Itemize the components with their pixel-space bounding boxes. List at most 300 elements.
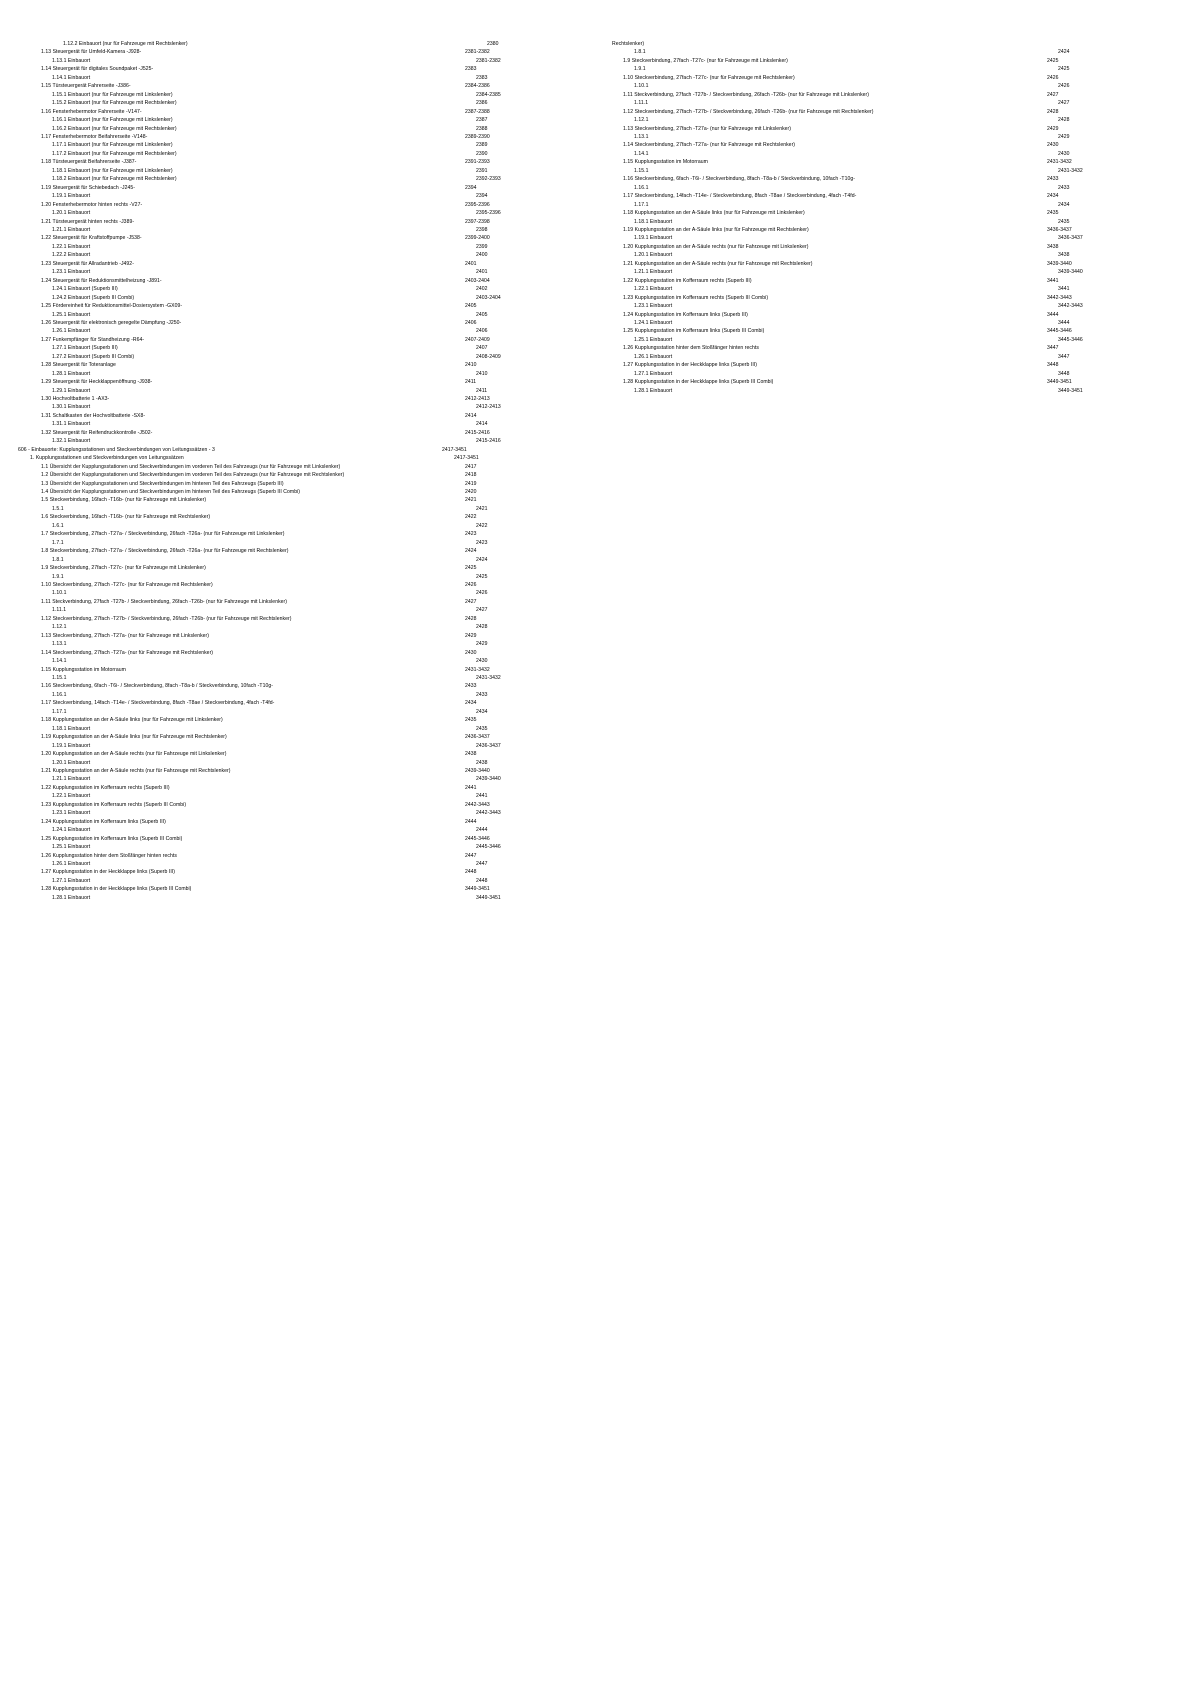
toc-entry[interactable] [600, 201, 1160, 209]
toc-entry[interactable] [18, 167, 578, 175]
toc-entry-page: 2400 [476, 252, 488, 259]
toc-entry[interactable] [18, 361, 578, 369]
toc-entry-title: 1.27.1 Einbauort [634, 370, 673, 377]
toc-entry[interactable] [600, 108, 1160, 116]
toc-entry[interactable] [18, 243, 578, 251]
toc-entry-title: 1.24.2 Einbauort (Superb III Combi) [52, 294, 135, 301]
toc-entry-title: 1.4 Übersicht der Kupplungsstationen und Steckverbindungen im hinteren Teil des Fahrzeugs (Superb III Combi) [41, 489, 301, 496]
toc-entry-title: 1.15 Kupplungsstation im Motorraum [623, 159, 708, 166]
toc-entry[interactable] [18, 598, 578, 606]
toc-entry-page: 2433 [476, 691, 488, 698]
toc-entry[interactable] [18, 108, 578, 116]
toc-entry-title: 1.7 Steckverbindung, 27fach -T27a- / Steckverbindung, 26fach -T26a- (nur für Fahrzeuge mit Linkslenker) [41, 531, 285, 538]
toc-entry-page: 2387-2388 [465, 108, 490, 115]
toc-entry[interactable] [18, 91, 578, 99]
toc-entry-page: 2427 [1047, 91, 1059, 98]
toc-entry[interactable] [18, 184, 578, 192]
toc-entry-page: 2444 [465, 818, 477, 825]
toc-entry[interactable] [18, 480, 578, 488]
toc-entry-title: 1.28.1 Einbauort [634, 387, 673, 394]
toc-entry-title: 1.10.1 [634, 83, 649, 90]
toc-entry[interactable] [18, 691, 578, 699]
toc-entry[interactable] [18, 420, 578, 428]
toc-entry[interactable] [18, 463, 578, 471]
toc-entry-title: 1.28.1 Einbauort [52, 894, 91, 901]
toc-entry-title: 1.24.1 Einbauort [634, 319, 673, 326]
toc-entry[interactable] [18, 429, 578, 437]
toc-entry-page: 2411 [465, 379, 477, 386]
toc-entry-page: 2428 [476, 624, 488, 631]
toc-entry-page: 2430 [1058, 150, 1070, 157]
toc-entry-title: 1.21 Kupplungsstation an der A-Säule rechts (nur für Fahrzeuge mit Rechtslenker) [41, 767, 231, 774]
toc-entry[interactable] [18, 860, 578, 868]
toc-entry-page: 2399-2400 [465, 235, 490, 242]
toc-entry-page: 2438 [465, 751, 477, 758]
toc-entry[interactable] [18, 488, 578, 496]
toc-entry[interactable] [600, 192, 1160, 200]
toc-entry-page: 2422 [465, 514, 477, 521]
toc-entry-title: 1.20 Kupplungsstation an der A-Säule rechts (nur für Fahrzeuge mit Linkslenker) [623, 243, 809, 250]
toc-entry-title: 1.17 Fensterhebermotor Beifahrerseite -V148- [41, 133, 148, 140]
toc-entry-page: 3449-3451 [476, 894, 501, 901]
toc-entry-title: 1.10 Steckverbindung, 27fach -T27c- (nur für Fahrzeuge mit Rechtslenker) [623, 74, 795, 81]
toc-entry-title: 1.26 Steuergerät für elektronisch geregelte Dämpfung -J250- [41, 319, 182, 326]
toc-entry-title: 1.14.1 [52, 658, 67, 665]
toc-entry[interactable] [18, 877, 578, 885]
toc-entry-title: 1.19 Kupplungsstation an der A-Säule links (nur für Fahrzeuge mit Rechtslenker) [41, 734, 227, 741]
toc-entry-title: 1.11 Steckverbindung, 27fach -T27b- / Steckverbindung, 26fach -T26b- (nur für Fahrzeuge mit Linkslenker) [623, 91, 870, 98]
toc-entry-title: 1.16 Fensterhebermotor Fahrerseite -V147- [41, 108, 142, 115]
toc-entry[interactable] [18, 682, 578, 690]
toc-entry[interactable] [18, 632, 578, 640]
toc-entry-title: 1.9 Steckverbindung, 27fach -T27c- (nur für Fahrzeuge mit Linkslenker) [623, 57, 788, 64]
toc-entry-title: 1.15.1 [52, 674, 67, 681]
toc-entry-page: 2419 [465, 480, 477, 487]
toc-entry-page: 2406 [465, 319, 477, 326]
toc-entry[interactable] [18, 158, 578, 166]
toc-entry[interactable] [18, 319, 578, 327]
toc-entry[interactable] [600, 116, 1160, 124]
toc-entry[interactable] [18, 454, 578, 462]
toc-entry[interactable] [18, 201, 578, 209]
toc-entry[interactable] [18, 708, 578, 716]
toc-entry-title: 1.16.1 [634, 184, 649, 191]
toc-entry-title: 1.13 Steckverbindung, 27fach -T27a- (nur für Fahrzeuge mit Linkslenker) [623, 125, 792, 132]
toc-entry-title: 1.21 Kupplungsstation an der A-Säule rechts (nur für Fahrzeuge mit Rechtslenker) [623, 260, 813, 267]
toc-entry-page: 2439-3440 [476, 776, 501, 783]
toc-entry-title: 1.6 Steckverbindung, 16fach -T16b- (nur für Fahrzeuge mit Rechtslenker) [41, 514, 211, 521]
toc-entry-title: 1.13 Steckverbindung, 27fach -T27a- (nur für Fahrzeuge mit Linkslenker) [41, 632, 210, 639]
toc-entry[interactable] [18, 699, 578, 707]
toc-entry-title: 1.14.1 Einbauort [52, 74, 91, 81]
toc-entry[interactable] [18, 792, 578, 800]
toc-entry[interactable] [600, 57, 1160, 65]
toc-entry-page: 2389-2390 [465, 133, 490, 140]
toc-entry-page: 3445-3446 [1058, 336, 1083, 343]
toc-entry-title: 1.22.1 Einbauort [52, 243, 91, 250]
toc-entry[interactable] [18, 725, 578, 733]
toc-entry-page: 2425 [476, 573, 488, 580]
toc-entry-title: 1.19.1 Einbauort [52, 193, 91, 200]
toc-entry[interactable] [18, 589, 578, 597]
toc-entry-page: 2401 [476, 269, 488, 276]
toc-entry-title: 1.17.1 [52, 708, 67, 715]
toc-entry-page: 2412-2413 [476, 404, 501, 411]
toc-entry-page: 2425 [1058, 66, 1070, 73]
toc-entry[interactable] [18, 539, 578, 547]
toc-entry[interactable] [18, 437, 578, 445]
toc-entry[interactable] [600, 378, 1160, 386]
toc-entry[interactable] [18, 218, 578, 226]
toc-entry-title: 1.14.1 [634, 150, 649, 157]
toc-entry[interactable] [600, 243, 1160, 251]
toc-entry[interactable] [600, 226, 1160, 234]
toc-entry[interactable] [18, 733, 578, 741]
toc-entry[interactable] [18, 99, 578, 107]
toc-entry-page: 2424 [465, 548, 477, 555]
toc-entry[interactable] [600, 302, 1160, 310]
toc-entry-page: 2430 [1047, 142, 1059, 149]
toc-entry-title: 1.27 Kupplungsstation in der Heckklappe links (Superb III) [623, 362, 757, 369]
toc-entry[interactable] [18, 141, 578, 149]
toc-entry[interactable] [18, 150, 578, 158]
toc-entry-title: 1.22.1 Einbauort [52, 793, 91, 800]
toc-entry-title: 1.18 Kupplungsstation an der A-Säule links (nur für Fahrzeuge mit Linkslenker) [623, 210, 805, 217]
toc-entry[interactable] [600, 285, 1160, 293]
toc-entry[interactable] [600, 311, 1160, 319]
toc-entry-page: 2447 [476, 860, 488, 867]
toc-entry[interactable] [18, 775, 578, 783]
toc-entry-page: 2381-2382 [465, 49, 490, 56]
toc-entry-page: 3444 [1058, 319, 1070, 326]
toc-entry-page: 2411 [476, 387, 488, 394]
toc-entry[interactable] [18, 311, 578, 319]
toc-entry[interactable] [600, 260, 1160, 268]
toc-entry[interactable] [18, 640, 578, 648]
toc-entry[interactable] [600, 268, 1160, 276]
toc-entry-page: 2447 [465, 852, 477, 859]
toc-entry[interactable] [18, 556, 578, 564]
toc-entry-page: 2387 [476, 117, 488, 124]
toc-entry-title: 1.23 Kupplungsstation im Kofferraum rechts (Superb III Combi) [623, 294, 769, 301]
toc-entry[interactable] [600, 125, 1160, 133]
toc-entry-title: 1.26.1 Einbauort [634, 353, 673, 360]
toc-entry-title: 1.11.1 [634, 100, 649, 107]
toc-entry[interactable] [18, 513, 578, 521]
toc-entry[interactable] [18, 750, 578, 758]
toc-entry-page: 2426 [465, 582, 477, 588]
toc-entry[interactable] [600, 361, 1160, 369]
toc-entry-page: 2422 [476, 522, 488, 529]
toc-entry-page: 2412-2413 [465, 396, 490, 403]
toc-entry-page: 2410 [476, 370, 488, 377]
toc-entry-page: 2429 [1058, 133, 1070, 140]
toc-entry[interactable] [18, 742, 578, 750]
toc-entry[interactable] [18, 649, 578, 657]
toc-entry-page: 2391 [476, 167, 488, 174]
toc-entry[interactable] [600, 218, 1160, 226]
toc-entry[interactable] [600, 65, 1160, 73]
toc-entry-title: 1.21 Türsteuergerät hinten rechts -J389- [41, 218, 135, 225]
toc-entry[interactable] [18, 251, 578, 259]
toc-entry-title: 1.9 Steckverbindung, 27fach -T27c- (nur für Fahrzeuge mit Linkslenker) [41, 565, 206, 572]
toc-entry[interactable] [18, 894, 578, 902]
toc-entry-title: 1.25.1 Einbauort [52, 311, 91, 318]
toc-entry-title: 1.13.1 [52, 641, 67, 648]
toc-entry-page: 3438 [1047, 243, 1059, 250]
toc-entry-page: 3448 [1047, 362, 1059, 369]
toc-entry-page: 2448 [476, 877, 488, 884]
toc-entry[interactable] [18, 82, 578, 90]
toc-entry[interactable] [18, 615, 578, 623]
toc-entry[interactable] [18, 412, 578, 420]
toc-entry-page: 2439-3440 [465, 767, 490, 774]
toc-entry-page: 2410 [465, 362, 477, 369]
toc-entry[interactable] [18, 784, 578, 792]
toc-entry[interactable] [18, 395, 578, 403]
toc-entry-page: 2436-3437 [476, 742, 501, 749]
toc-entry[interactable] [600, 209, 1160, 217]
toc-entry[interactable] [600, 133, 1160, 141]
toc-entry[interactable] [18, 471, 578, 479]
toc-entry-title: 1.10 Steckverbindung, 27fach -T27c- (nur für Fahrzeuge mit Rechtslenker) [41, 582, 213, 588]
toc-entry[interactable] [600, 74, 1160, 82]
toc-entry-title: 1.17 Steckverbindung, 14fach -T14e- / Steckverbindung, 8fach -T8ae / Steckverbindung, 4fach -T4fd- [623, 193, 857, 200]
toc-entry-title: 1.15.1 Einbauort (nur für Fahrzeuge mit Linkslenker) [52, 91, 173, 98]
toc-entry[interactable] [600, 319, 1160, 327]
toc-entry[interactable] [18, 573, 578, 581]
toc-entry-page: 3444 [1047, 311, 1059, 318]
toc-entry[interactable] [18, 759, 578, 767]
toc-entry-page: 3436-3437 [1058, 235, 1083, 242]
toc-entry-title: 1.13 Steuergerät für Umfeld-Kamera -J928- [41, 49, 142, 56]
toc-entry[interactable] [18, 581, 578, 589]
toc-entry[interactable] [18, 192, 578, 200]
toc-entry-page: 2438 [476, 759, 488, 766]
toc-entry-title: 1.27.2 Einbauort (Superb III Combi) [52, 353, 135, 360]
toc-entry-page: 2417-3451 [454, 455, 479, 462]
toc-entry-title: 1.16.1 [52, 691, 67, 698]
toc-entry[interactable] [18, 885, 578, 893]
toc-entry[interactable] [600, 99, 1160, 107]
toc-entry[interactable] [600, 141, 1160, 149]
toc-entry-title: 1.22.2 Einbauort [52, 252, 91, 259]
toc-entry-page: 2442-3443 [465, 801, 490, 808]
toc-entry[interactable] [18, 530, 578, 538]
toc-entry[interactable] [18, 674, 578, 682]
toc-entry-page: 3439-3440 [1047, 260, 1072, 267]
toc-entry-title: 1.27 Kupplungsstation in der Heckklappe links (Superb III) [41, 869, 175, 876]
toc-entry-title: 1.26.1 Einbauort [52, 860, 91, 867]
toc-entry-page: 3448 [1058, 370, 1070, 377]
toc-entry-page: 2415-2416 [465, 429, 490, 436]
toc-entry[interactable] [18, 666, 578, 674]
toc-entry[interactable] [18, 40, 578, 48]
toc-entry[interactable] [600, 251, 1160, 259]
toc-entry[interactable] [18, 234, 578, 242]
toc-entry[interactable] [18, 268, 578, 276]
toc-entry[interactable] [18, 843, 578, 851]
toc-entry-title: 606 - Einbauorte: Kupplungsstationen und Steckverbindungen von Leitungssätzen - 3 [18, 446, 215, 453]
toc-entry-title: 1.30 Hochvoltbatterie 1 -AX3- [41, 396, 110, 403]
toc-entry-page: 3449-3451 [465, 886, 490, 893]
toc-entry-page: 2427 [1058, 100, 1070, 107]
toc-entry-page: 2435 [476, 725, 488, 732]
toc-entry-page: 2390 [476, 150, 488, 157]
toc-entry-title: 1.23.1 Einbauort [52, 269, 91, 276]
toc-entry[interactable] [18, 767, 578, 775]
toc-entry[interactable] [18, 496, 578, 504]
toc-entry[interactable] [600, 387, 1160, 395]
toc-entry[interactable] [18, 260, 578, 268]
toc-entry-page: 2448 [465, 869, 477, 876]
toc-entry-page: 2403-2404 [476, 294, 501, 301]
toc-columns [0, 40, 1190, 902]
toc-entry[interactable] [18, 564, 578, 572]
toc-entry-page: 2433 [465, 683, 477, 690]
toc-entry-page: 2435 [1047, 210, 1059, 217]
toc-entry-title: 1.28 Kupplungsstation in der Heckklappe links (Superb III Combi) [41, 886, 192, 893]
toc-entry[interactable] [18, 353, 578, 361]
toc-entry[interactable] [600, 277, 1160, 285]
toc-entry-page: 2428 [1058, 117, 1070, 124]
toc-entry-title: 1.9.1 [52, 573, 64, 580]
toc-entry-page: 2433 [1047, 176, 1059, 183]
toc-entry-title: 1.25 Kupplungsstation im Kofferraum links (Superb III Combi) [623, 328, 765, 335]
toc-entry[interactable] [18, 209, 578, 217]
toc-entry[interactable] [600, 327, 1160, 335]
toc-entry[interactable] [600, 353, 1160, 361]
toc-entry-title: 1.7.1 [52, 539, 64, 546]
toc-entry[interactable] [18, 48, 578, 56]
toc-entry-title: 1.5.1 [52, 505, 64, 512]
toc-entry[interactable] [18, 277, 578, 285]
toc-entry[interactable] [18, 801, 578, 809]
toc-entry-title: 1.2 Übersicht der Kupplungsstationen und Steckverbindungen im vorderen Teil des Fahrzeugs (nur für Fahrzeuge mit Rechtslenker) [41, 472, 345, 479]
toc-entry[interactable] [18, 327, 578, 335]
toc-entry-page: 3447 [1058, 353, 1070, 360]
toc-entry[interactable] [18, 387, 578, 395]
toc-entry-page: 2427 [465, 598, 477, 605]
toc-entry[interactable] [18, 344, 578, 352]
toc-entry-page: 2414 [465, 412, 477, 419]
toc-entry[interactable] [600, 294, 1160, 302]
toc-entry[interactable] [600, 158, 1160, 166]
toc-entry-page: 3441 [1047, 277, 1059, 284]
toc-entry[interactable] [18, 826, 578, 834]
toc-entry[interactable] [18, 65, 578, 73]
toc-entry-page: 2435 [465, 717, 477, 724]
toc-entry[interactable] [18, 294, 578, 302]
toc-entry[interactable] [600, 91, 1160, 99]
toc-entry-title: 1.9.1 [634, 66, 646, 73]
toc-entry[interactable] [18, 606, 578, 614]
toc-entry[interactable] [600, 82, 1160, 90]
toc-entry-page: 2407 [476, 345, 488, 352]
toc-entry[interactable] [18, 716, 578, 724]
toc-entry[interactable] [18, 175, 578, 183]
toc-entry[interactable] [18, 74, 578, 82]
toc-entry-title: 1.25 Kupplungsstation im Kofferraum links (Superb III Combi) [41, 835, 183, 842]
toc-entry[interactable] [600, 370, 1160, 378]
toc-entry[interactable] [18, 336, 578, 344]
toc-entry[interactable] [18, 623, 578, 631]
toc-entry-title: 1.32.1 Einbauort [52, 438, 91, 445]
toc-entry-page: 2425 [1047, 57, 1059, 64]
toc-entry-title: 1.8 Steckverbindung, 27fach -T27a- / Steckverbindung, 26fach -T26a- (nur für Fahrzeuge mit Rechtslenker) [41, 548, 289, 555]
toc-entry-page: 2431-3432 [476, 674, 501, 681]
toc-entry[interactable] [600, 175, 1160, 183]
toc-entry-title: 1.18.1 Einbauort [634, 218, 673, 225]
toc-entry[interactable] [18, 133, 578, 141]
toc-entry[interactable] [18, 116, 578, 124]
toc-entry[interactable] [18, 657, 578, 665]
toc-entry[interactable] [18, 57, 578, 65]
toc-entry-title: 1.12.1 [634, 117, 649, 124]
toc-entry-page: 2434 [1058, 201, 1070, 208]
toc-entry[interactable] [18, 302, 578, 310]
toc-entry-title: 1.24.1 Einbauort (Superb III) [52, 286, 118, 293]
toc-entry-title: 1.17.1 [634, 201, 649, 208]
toc-entry[interactable] [18, 446, 578, 454]
toc-entry[interactable] [600, 336, 1160, 344]
toc-entry[interactable] [18, 285, 578, 293]
toc-entry[interactable] [18, 403, 578, 411]
toc-entry[interactable] [18, 835, 578, 843]
toc-entry[interactable] [18, 522, 578, 530]
toc-entry-page: 2434 [1047, 193, 1059, 200]
toc-entry-title: 1.13.1 [634, 133, 649, 140]
toc-entry-title: 1.20.1 Einbauort [634, 252, 673, 259]
toc-entry[interactable] [18, 852, 578, 860]
toc-entry-title: 1.21.1 Einbauort [52, 776, 91, 783]
toc-entry-page: 2431-3432 [1047, 159, 1072, 166]
toc-entry[interactable] [600, 184, 1160, 192]
toc-entry-page: 2388 [476, 125, 488, 132]
toc-entry-page: 2399 [476, 243, 488, 250]
toc-entry-title: 1.15.2 Einbauort (nur für Fahrzeuge mit Rechtslenker) [52, 100, 177, 107]
toc-entry[interactable] [600, 167, 1160, 175]
toc-entry[interactable] [18, 818, 578, 826]
toc-entry-title: 1.21.1 Einbauort [52, 226, 91, 233]
toc-entry[interactable] [18, 868, 578, 876]
toc-entry[interactable] [600, 234, 1160, 242]
toc-entry[interactable] [18, 809, 578, 817]
toc-entry[interactable] [18, 370, 578, 378]
toc-entry[interactable] [600, 48, 1160, 56]
toc-entry[interactable] [600, 344, 1160, 352]
toc-entry-page: 3438 [1058, 252, 1070, 259]
toc-entry[interactable] [18, 226, 578, 234]
toc-entry[interactable] [600, 150, 1160, 158]
toc-entry-page: 2401 [465, 260, 477, 267]
toc-entry-title: 1.15 Kupplungsstation im Motorraum [41, 666, 126, 673]
toc-entry-page: 2391-2393 [465, 159, 490, 166]
toc-entry-page: 2397-2398 [465, 218, 490, 225]
toc-entry-title: 1.17 Steckverbindung, 14fach -T14e- / Steckverbindung, 8fach -T8ae / Steckverbindung, 4fach -T4fd- [41, 700, 275, 707]
toc-entry[interactable] [18, 125, 578, 133]
toc-entry-title: 1.27.1 Einbauort (Superb III) [52, 345, 118, 352]
toc-entry[interactable] [18, 505, 578, 513]
toc-entry[interactable] [18, 378, 578, 386]
toc-entry[interactable] [18, 547, 578, 555]
toc-entry-title: 1.31 Schaltkasten der Hochvoltbatterie -SX8- [41, 412, 146, 419]
toc-entry-title: 1.17.1 Einbauort (nur für Fahrzeuge mit Linkslenker) [52, 142, 173, 149]
toc-entry-page: 3436-3437 [1047, 226, 1072, 233]
toc-entry-title: 1.19.1 Einbauort [52, 742, 91, 749]
toc-entry-title: 1.14 Steckverbindung, 27fach -T27a- (nur für Fahrzeuge mit Rechtslenker) [41, 649, 214, 656]
toc-entry[interactable] [600, 40, 1160, 48]
